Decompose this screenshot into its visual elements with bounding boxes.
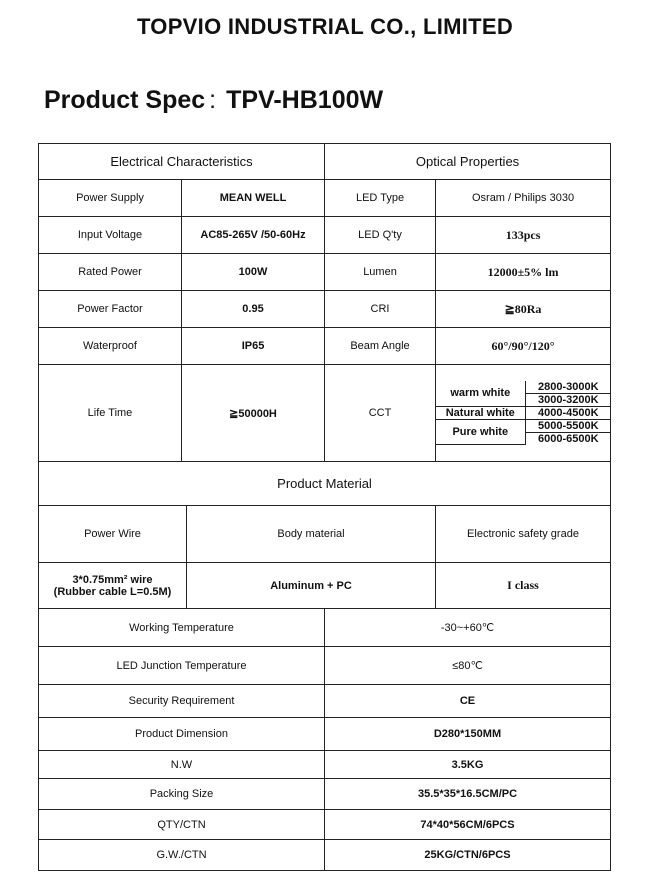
cct-subtable [436,381,611,446]
waterproof-value: IP65 [182,328,325,365]
power-wire-value [39,563,187,609]
dimension-label: Product Dimension [39,718,325,751]
life-time-label: Life Time [39,365,182,462]
lumen-value: 12000±5% lm [436,254,611,291]
company-name: TOPVIO INDUSTRIAL CO., LIMITED [136,14,514,39]
cri-label: CRI [325,291,436,328]
power-supply-value: MEAN WELL [182,180,325,217]
model-number: TPV-HB100W [226,86,384,114]
led-qty-value: 133pcs [436,217,611,254]
cri-value: ≧80Ra [436,291,611,328]
cct-warm-value-1: 2800-3000K [525,381,611,394]
optical-header: Optical Properties [325,144,611,180]
power-wire-header: Power Wire [39,506,187,563]
spec-table-characteristics [38,143,611,462]
security-value: CE [325,685,611,718]
net-weight-value: 3.5KG [325,751,611,779]
product-material-header: Product Material [39,462,611,506]
cct-label: CCT [325,365,436,462]
body-material-value: Aluminum + PC [187,563,436,609]
gw-ctn-value: 25KG/CTN/6PCS [325,840,611,871]
qty-ctn-label: QTY/CTN [39,810,325,840]
input-voltage-label: Input Voltage [39,217,182,254]
waterproof-label: Waterproof [39,328,182,365]
rated-power-value: 100W [182,254,325,291]
power-factor-label: Power Factor [39,291,182,328]
safety-grade-value: I class [436,563,611,609]
cct-pure-value-1: 5000-5500K [525,419,611,432]
electrical-header: Electrical Characteristics [39,144,325,180]
junction-temp-label: LED Junction Temperature [39,647,325,685]
cct-warm-value-2: 3000-3200K [525,393,611,406]
spec-table-general [38,608,611,871]
working-temp-label: Working Temperature [39,609,325,647]
security-label: Security Requirement [39,685,325,718]
life-time-value: ≧50000H [182,365,325,462]
beam-angle-label: Beam Angle [325,328,436,365]
power-supply-label: Power Supply [39,180,182,217]
cct-natural-value: 4000-4500K [525,406,611,419]
qty-ctn-value: 74*40*56CM/6PCS [325,810,611,840]
power-wire-spec: 3*0.75mm² wire [72,573,153,586]
spec-table-material [38,461,611,609]
lumen-label: Lumen [325,254,436,291]
led-type-value: Osram / Philips 3030 [436,180,611,217]
spec-label: Product Spec [44,86,206,114]
cct-cell [436,365,611,462]
packing-size-label: Packing Size [39,779,325,810]
beam-angle-value: 60°/90°/120° [436,328,611,365]
safety-grade-header: Electronic safety grade [436,506,611,563]
dimension-value: D280*150MM [325,718,611,751]
power-wire-cable: (Rubber cable L=0.5M) [53,585,172,598]
net-weight-label: N.W [39,751,325,779]
gw-ctn-label: G.W./CTN [39,840,325,871]
rated-power-label: Rated Power [39,254,182,291]
led-qty-label: LED Q'ty [325,217,436,254]
input-voltage-value: AC85-265V /50-60Hz [182,217,325,254]
led-type-label: LED Type [325,180,436,217]
cct-pure-value-2: 6000-6500K [537,432,599,445]
spec-separator: : [209,86,217,114]
packing-size-value: 35.5*35*16.5CM/PC [325,779,611,810]
cct-pure-white-label: Pure white [436,419,525,445]
body-material-header: Body material [187,506,436,563]
product-spec-title [44,86,383,115]
working-temp-value: -30~+60℃ [325,609,611,647]
cct-warm-white-label: warm white [436,381,525,407]
cct-natural-white-label: Natural white [436,406,525,419]
junction-temp-value: ≤80℃ [325,647,611,685]
power-factor-value: 0.95 [182,291,325,328]
